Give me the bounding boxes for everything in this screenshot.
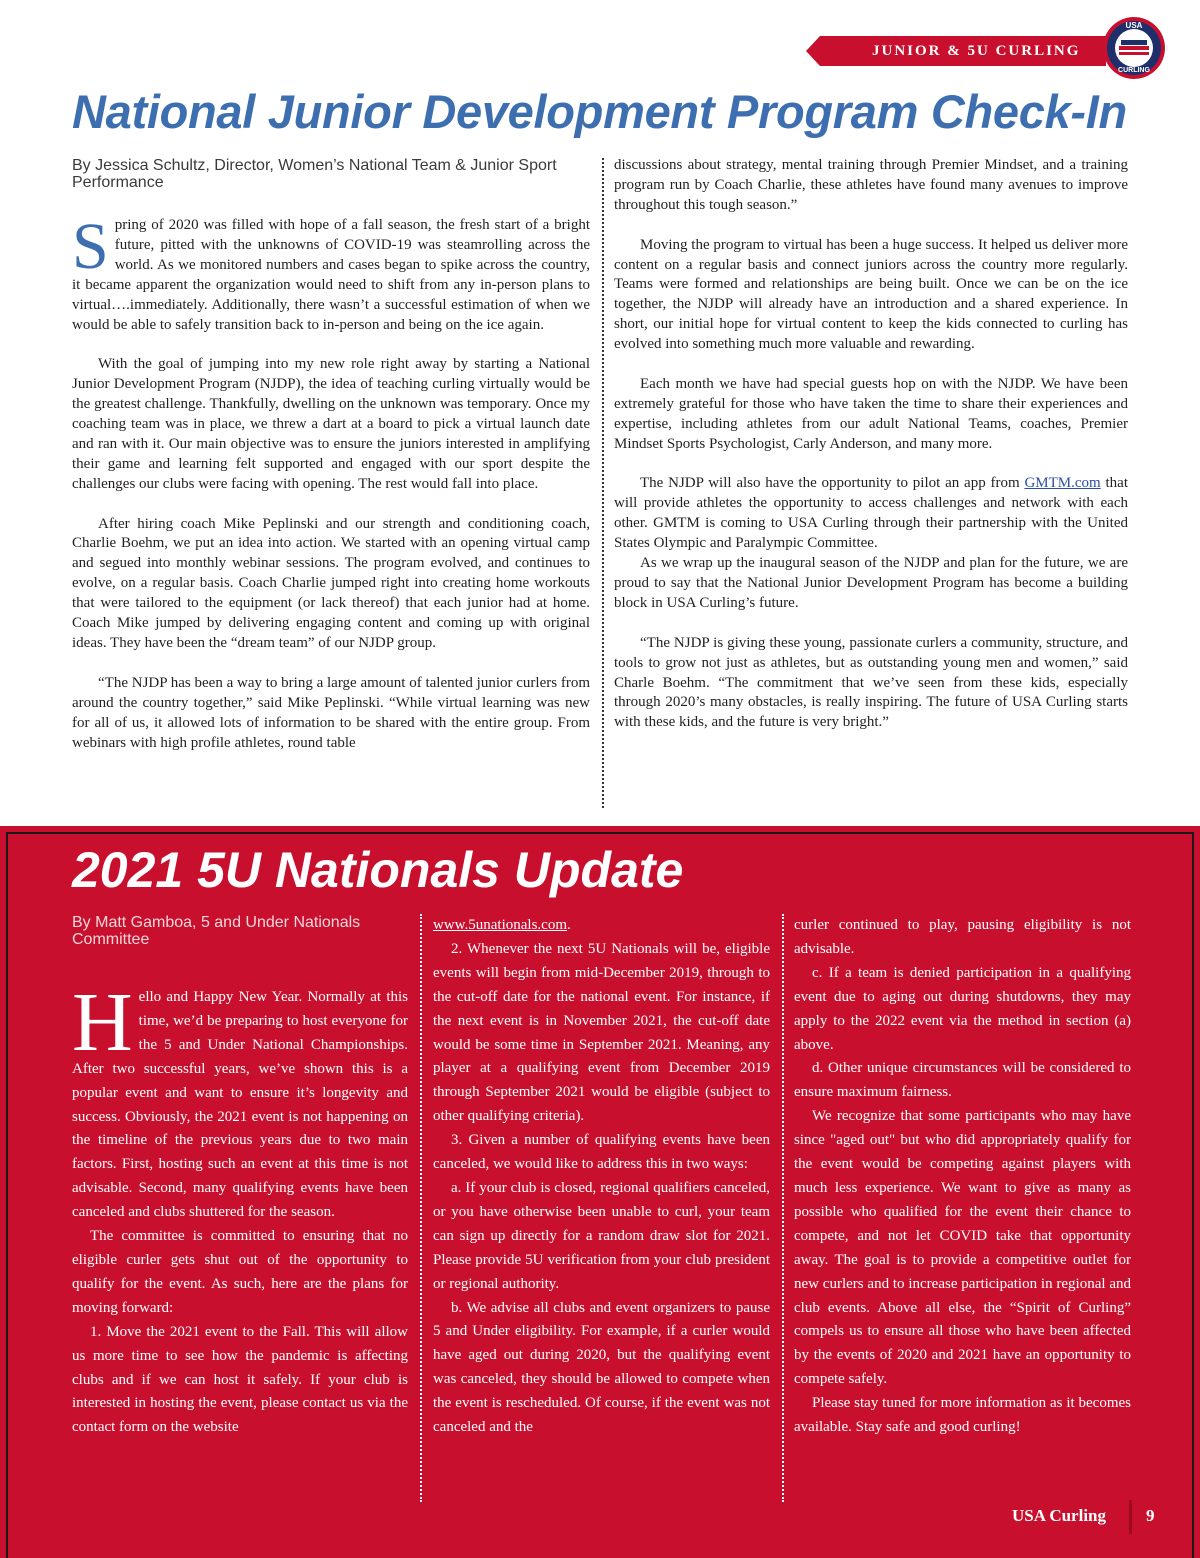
paragraph-text: The NJDP will also have the opportunity to pilot an app from: [640, 475, 1025, 492]
column-divider: [782, 914, 784, 1502]
paragraph: [72, 976, 408, 1225]
paragraph: [433, 914, 770, 938]
paragraph: c. If a team is denied participation in a qualifying event due to aging out during shutdowns, they may apply to the 2022 event via the method in section (a) above.: [794, 964, 1131, 1053]
paragraph: 2. Whenever the next 5U Nationals will be, eligible events will begin from mid-December 2019, through to the cut-off date for the national event. For instance, if the next event is in November 2021, the cut-off date would be some time in September 2021. Meaning, any player at a qualifying event from December 2019 through September 2021 would be eligible (subject to other qualifying criteria).: [433, 940, 770, 1125]
column-divider: [420, 914, 422, 1502]
gmtm-link[interactable]: GMTM.com: [1024, 475, 1101, 492]
page-number: 9: [1146, 1506, 1155, 1525]
paragraph: curler continued to play, pausing eligibility is not advisable.: [794, 917, 1131, 957]
section-column-1: [72, 976, 408, 1440]
section-column-2: [433, 914, 770, 1440]
article-column-left: [72, 210, 590, 753]
paragraph: With the goal of jumping into my new role right away by starting a National Junior Development Program (NJDP), the idea of teaching curling virtually would be the greatest challenge. Thankfully, dwelling on the unknown was temporary. Once my coaching team was in place, we threw a dart at a board to pick a virtual launch date and ran with it. Our main objective was to ensure the juniors interested in amplifying their game and learning felt supported and engaged with our sport despite the challenges our clubs were facing with opening. The rest would fall into place.: [72, 356, 590, 492]
section-label: JUNIOR & 5U CURLING: [872, 43, 1081, 59]
paragraph: a. If your club is closed, regional qualifiers canceled, or you have otherwise been unable to curl, your team can sign up directly for a random draw slot for 2021. Please provide 5U verification from your club president or regional authority.: [433, 1179, 770, 1292]
footer-divider: [1129, 1500, 1132, 1534]
section-byline: By Matt Gamboa, 5 and Under Nationals Committee: [72, 914, 361, 948]
paragraph: Moving the program to virtual has been a huge success. It helped us deliver more content on a regular basis and connect juniors across the country more regularly. Teams were formed and relationships are being built. Once we can be on the ice together, the NJDP will already have an introduction and a shared experience. In short, our initial hope for virtual content to keep the kids connected to curling has evolved into something much more valuable and rewarding.: [614, 236, 1128, 353]
usa-curling-logo: [1102, 16, 1166, 80]
paragraph-text: .: [567, 917, 571, 933]
section-column-3: [794, 914, 1131, 1440]
paragraph: After hiring coach Mike Peplinski and our strength and conditioning coach, Charlie Boehm, we put an idea into action. We started with an opening virtual camp and segued into monthly webinar sessions. The program evolved, and continues to evolve, on a regular basis. Coach Charlie jumped right into creating home workouts that were tailored to the equipment (or lack thereof) that each junior had at home. Coach Mike jumped by delivering engaging content and coming up with original ideas. They have been the “dream team” of our NJDP group.: [72, 515, 590, 651]
column-divider: [602, 158, 604, 808]
footer-publication: USA Curling: [1012, 1506, 1106, 1525]
article-title: National Junior Development Program Check-In: [72, 85, 1127, 138]
paragraph-text: pring of 2020 was filled with hope of a fall season, the fresh start of a bright future, pitted with the unknowns of COVID-19 was steamrolling across the world. As we monitored numbers and cases began to spike across the country, it became apparent the organization would need to shift from any in-person plans to virtual….immediately. Additionally, there wasn’t a successful estimation of when we would be able to safely transition back to in-person and being on the ice again.: [72, 217, 590, 333]
logo-top-text: USA: [1125, 21, 1143, 30]
paragraph-text: ello and Happy New Year. Normally at this time, we’d be preparing to host everyone for the 5 and Under National Championships. After two successful years, we’ve shown this is a popular event and want to ensure it’s longevity and success. Obviously, the 2021 event is not happening on the timeline of the previous years due to two main factors. First, hosting such an event at this time is not advisable. Second, many qualifying events have been canceled and clubs shuttered for the season.: [72, 989, 408, 1221]
logo-bottom-text: CURLING: [1118, 67, 1150, 74]
drop-cap: H: [72, 976, 133, 1069]
paragraph: The committee is committed to ensuring that no eligible curler gets shut out of the opportunity to qualify for the event. As such, here are the plans for moving forward:: [72, 1228, 408, 1316]
paragraph: 3. Given a number of qualifying events have been canceled, we would like to address this in two ways:: [433, 1132, 770, 1173]
article-byline: By Jessica Schultz, Director, Women’s National Team & Junior Sport Performance: [72, 157, 557, 191]
paragraph-text: that will provide athletes the opportunity to access challenges and network with each other. GMTM is coming to USA Curling through their partnership with the United States Olympic and Paralympic Committee.: [614, 475, 1128, 552]
5unationals-link[interactable]: www.5unationals.com: [433, 917, 568, 933]
paragraph: discussions about strategy, mental training through Premier Mindset, and a training program run by Coach Charlie, these athletes have found many avenues to improve throughout this tough season.”: [614, 157, 1128, 213]
paragraph: 1. Move the 2021 event to the Fall. This will allow us more time to see how the pandemic is affecting clubs and if we can host it safely. If your club is interested in hosting the event, please contact us via the contact form on the website: [72, 1323, 408, 1436]
paragraph: “The NJDP has been a way to bring a large amount of talented junior curlers from around the country together,” said Mike Peplinski. “While virtual learning was new for all of us, it allowed lots of information to be shared with the entire group. From webinars with high profile athletes, round table: [72, 674, 590, 751]
paragraph: b. We advise all clubs and event organizers to pause 5 and Under eligibility. For example, if a curler would have aged out during 2020, but the qualifying event was canceled, they should be allowed to compete when the event is rescheduled. Of course, if the event was not canceled and the: [433, 1299, 770, 1436]
drop-cap: S: [72, 210, 109, 283]
paragraph: [614, 474, 1128, 554]
paragraph: [72, 210, 590, 335]
paragraph: Please stay tuned for more information as it becomes available. Stay safe and good curling!: [794, 1395, 1131, 1436]
paragraph: d. Other unique circumstances will be considered to ensure maximum fairness.: [794, 1060, 1131, 1101]
section-title: 2021 5U Nationals Update: [72, 842, 684, 898]
paragraph: We recognize that some participants who may have since "aged out" but who did appropriately qualify for the event would be competing against players with much less experience. We want to give as many as possible who qualified for the event their chance to compete, and not let COVID take that opportunity away. The goal is to provide a competitive outlet for new curlers and to increase participation in regional and club events. Above all else, the “Spirit of Curling” compels us to ensure all those who have been affected by the events of 2020 and 2021 have an opportunity to compete safely.: [794, 1108, 1131, 1388]
article-column-right: [614, 156, 1128, 733]
paragraph: As we wrap up the inaugural season of the NJDP and plan for the future, we are proud to say that the National Junior Development Program has become a building block in USA Curling’s future.: [614, 555, 1128, 611]
paragraph: Each month we have had special guests hop on with the NJDP. We have been extremely grateful for those who have taken the time to share their experiences and expertise, including athletes from our adult National Teams, coaches, Premier Mindset Sports Psychologist, Carly Anderson, and many more.: [614, 375, 1128, 452]
paragraph: “The NJDP is giving these young, passionate curlers a community, structure, and tools to grow not just as athletes, but as outstanding young men and women,” said Charle Boehm. “The commitment that we’ve seen from these kids, especially through 2020’s many obstacles, is really inspiring. The future of USA Curling starts with these kids, and the future is very bright.”: [614, 634, 1128, 731]
